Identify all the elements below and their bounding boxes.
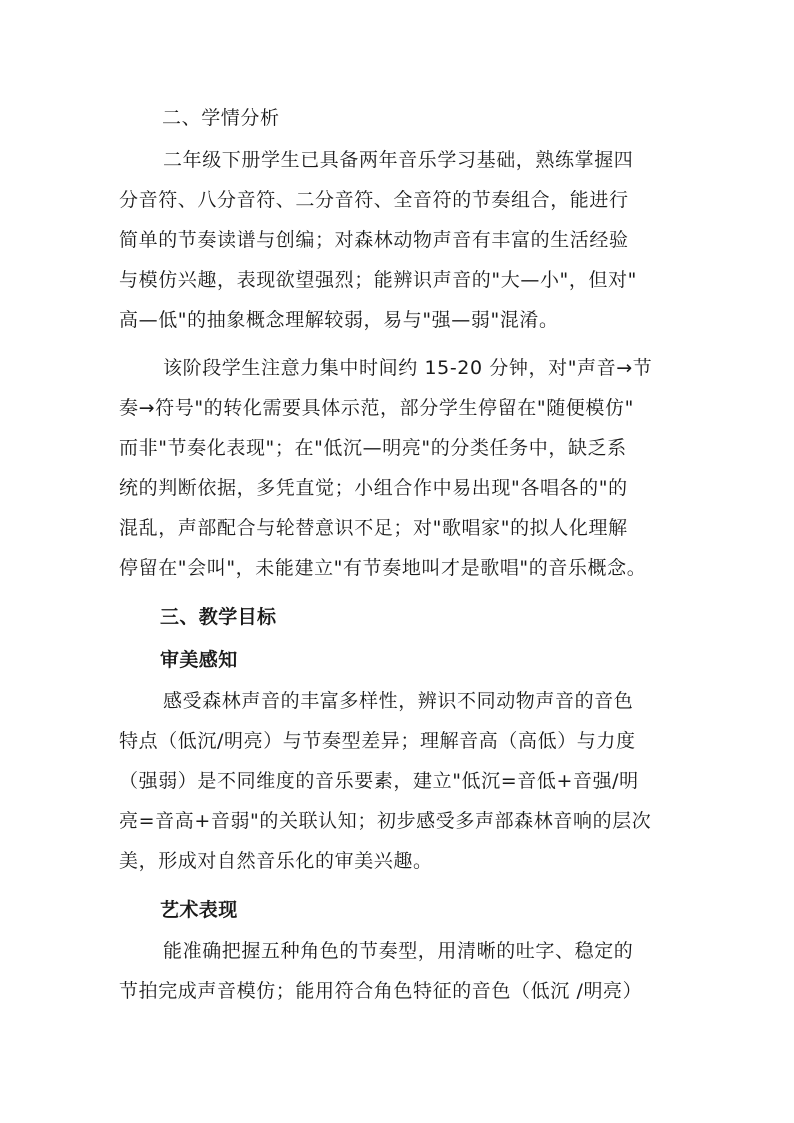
section-heading-learning-analysis: 二、学情分析 — [162, 107, 280, 129]
text-line: 特点（低沉/明亮）与节奏型差异；理解音高（高低）与力度 — [119, 730, 636, 752]
subheading-aesthetic-perception: 审美感知 — [160, 649, 238, 671]
text-line: 能准确把握五种角色的节奏型，用清晰的吐字、稳定的 — [163, 940, 634, 962]
text-line: 奏→符号"的转化需要具体示范，部分学生停留在"随便模仿" — [119, 397, 634, 419]
text-line: 停留在"会叫"，未能建立"有节奏地叫才是歌唱"的音乐概念。 — [119, 557, 647, 579]
text-line: 而非"节奏化表现"；在"低沉—明亮"的分类任务中，缺乏系 — [119, 437, 627, 459]
paragraph-learning-basis — [119, 140, 637, 340]
subheading-artistic-expression: 艺术表现 — [160, 899, 238, 921]
text-line: 简单的节奏读谱与创编；对森林动物声音有丰富的生活经验 — [119, 229, 629, 251]
text-line: 该阶段学生注意力集中时间约 15-20 分钟，对"声音→节 — [163, 357, 653, 379]
paragraph-artistic-expression — [119, 931, 642, 1011]
text-line: 亮=音高+音弱"的关联认知；初步感受多声部森林音响的层次 — [119, 810, 652, 832]
text-line: 二年级下册学生已具备两年音乐学习基础，熟练掌握四 — [163, 149, 634, 171]
text-line: （强弱）是不同维度的音乐要素，建立"低沉=音低+音强/明 — [119, 770, 639, 792]
paragraph-aesthetic-perception — [119, 681, 651, 881]
text-line: 混乱，声部配合与轮替意识不足；对"歌唱家"的拟人化理解 — [119, 517, 628, 539]
paragraph-attention-analysis — [119, 348, 652, 588]
section-heading-teaching-goals: 三、教学目标 — [160, 606, 277, 628]
text-line: 美，形成对自然音乐化的审美兴趣。 — [119, 850, 433, 872]
text-line: 分音符、八分音符、二分音符、全音符的节奏组合，能进行 — [119, 189, 629, 211]
text-line: 高—低"的抽象概念理解较弱，易与"强—弱"混淆。 — [119, 309, 559, 331]
text-line: 节拍完成声音模仿；能用符合角色特征的音色（低沉 /明亮） — [119, 980, 643, 1002]
text-line: 感受森林声音的丰富多样性，辨识不同动物声音的音色 — [163, 690, 634, 712]
text-line: 统的判断依据，多凭直觉；小组合作中易出现"各唱各的"的 — [119, 477, 628, 499]
text-line: 与模仿兴趣，表现欲望强烈；能辨识声音的"大—小"，但对" — [119, 269, 638, 291]
